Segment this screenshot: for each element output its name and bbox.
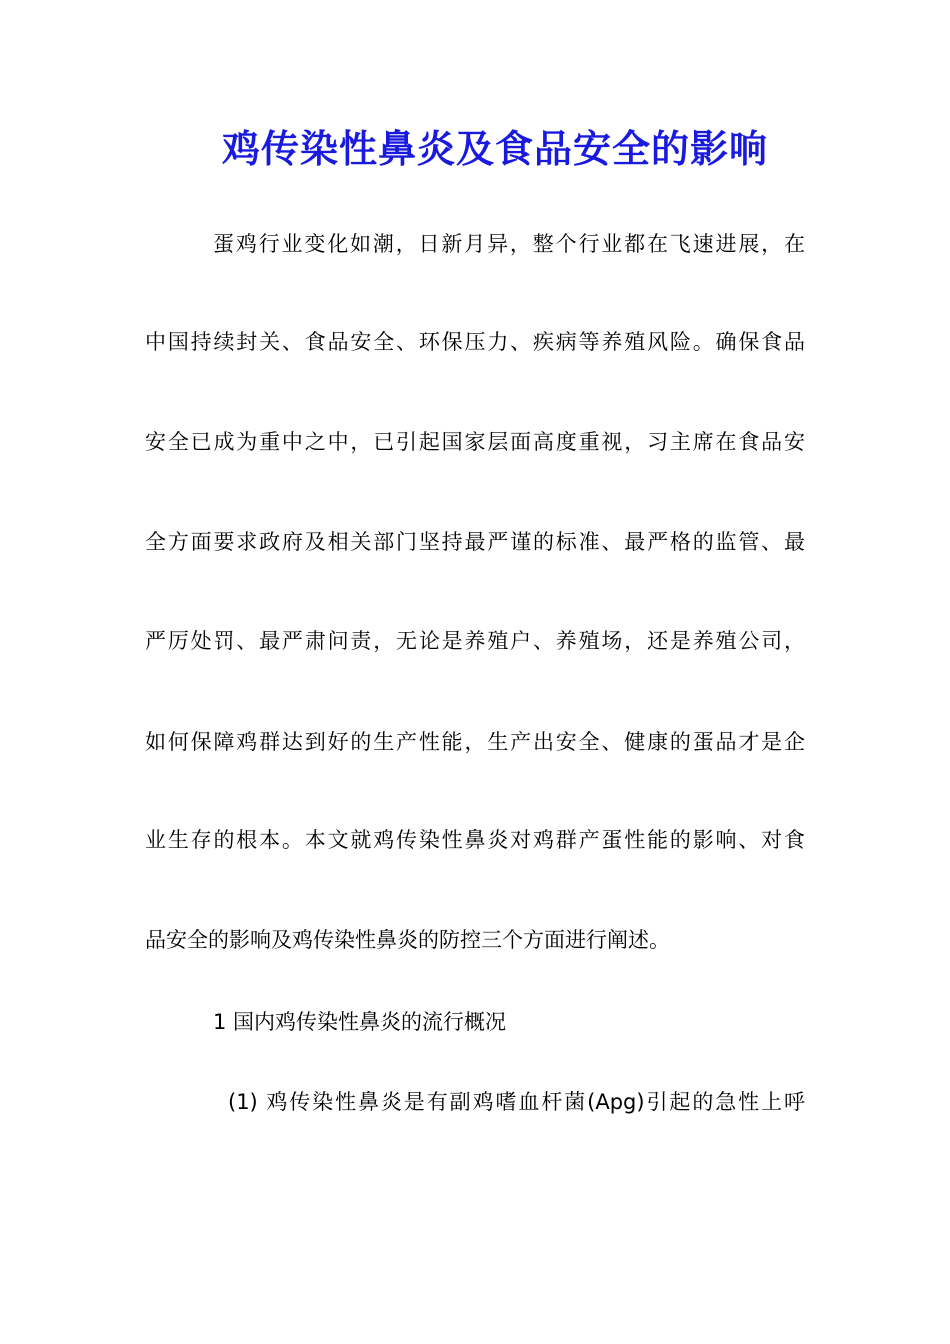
section-heading: 1 国内鸡传染性鼻炎的流行概况 [213,1010,507,1034]
page-title: 鸡传染性鼻炎及食品安全的影响 [221,126,768,171]
paragraph-line: 品安全的影响及鸡传染性鼻炎的防控三个方面进行阐述。 [145,928,670,952]
paragraph-line: 业生存的根本。本文就鸡传染性鼻炎对鸡群产蛋性能的影响、对食 [145,828,805,852]
paragraph-line: 中国持续封关、食品安全、环保压力、疾病等养殖风险。确保食品 [145,330,805,354]
paragraph-line: 安全已成为重中之中，已引起国家层面高度重视，习主席在食品安 [145,430,805,454]
paragraph-line: 严厉处罚、最严肃问责，无论是养殖户、养殖场，还是养殖公司， [145,629,805,653]
paragraph-line: 蛋鸡行业变化如潮，日新月异，整个行业都在飞速进展，在 [213,232,805,256]
paragraph-line: 如何保障鸡群达到好的生产性能，生产出安全、健康的蛋品才是企 [145,730,805,754]
paragraph-line: 全方面要求政府及相关部门坚持最严谨的标准、最严格的监管、最 [145,530,805,554]
subsection-line: (1) 鸡传染性鼻炎是有副鸡嗜血杆菌(Apg)引起的急性上呼 [228,1090,805,1114]
